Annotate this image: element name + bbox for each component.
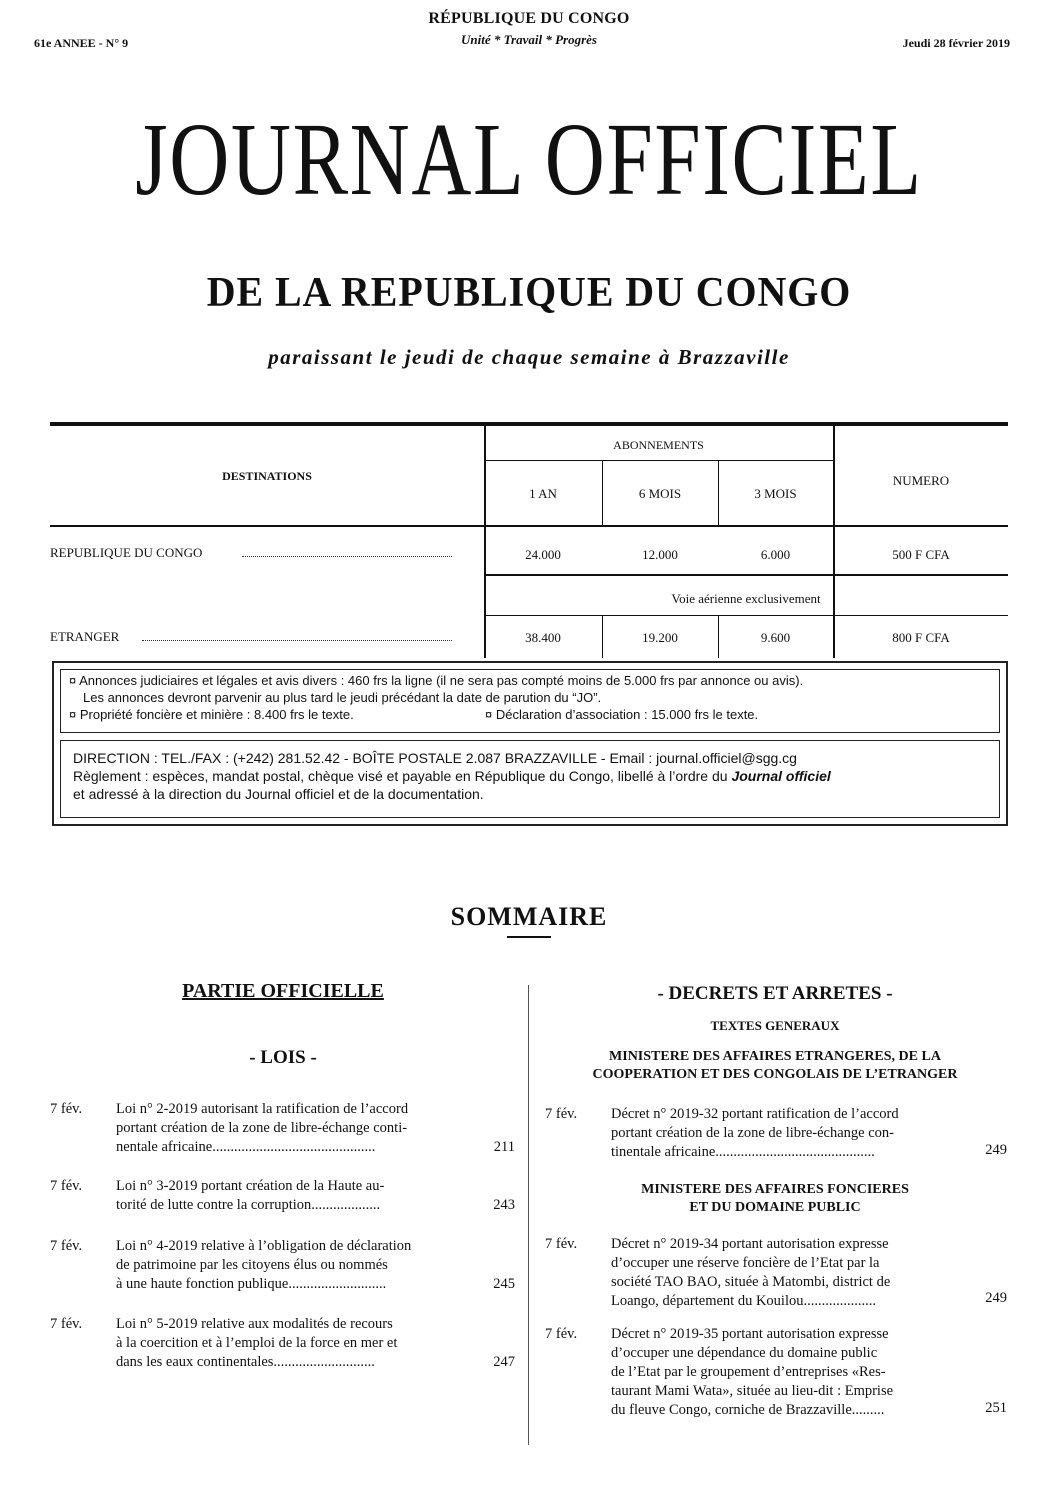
entry-page: 249 [985,1142,1007,1158]
price-etranger-6mois: 19.200 [642,630,678,645]
entry-date: 7 fév. [50,1178,83,1194]
entry-line: taurant Mami Wata», située au lieu-dit : Emprise [611,1383,894,1399]
entry-page: 211 [493,1139,515,1155]
entry-page: 245 [493,1276,515,1292]
subscription-table [50,422,1008,658]
entry-line: à la coercition et à l’emploi de la force en mer et [116,1335,398,1351]
entry-page: 247 [493,1354,515,1370]
entry-date: 7 fév. [545,1236,578,1252]
entry-line: torité de lutte contre la corruption................... [116,1197,381,1213]
entry-line: Décret n° 2019-34 portant autorisation expresse [611,1236,889,1252]
entry-line: Loi n° 3-2019 portant création de la Haute au- [116,1178,385,1194]
entry-line: Loi n° 4-2019 relative à l’obligation de déclaration [116,1238,412,1254]
ministry-line: COOPERATION ET DES CONGOLAIS DE L’ETRANGER [592,1067,958,1082]
entry-date: 7 fév. [50,1238,83,1254]
entry-line: Décret n° 2019-32 portant ratification de l’accord [611,1106,899,1122]
toc-entry[interactable] [50,1100,515,1160]
entry-line: du fleuve Congo, corniche de Brazzaville......... [611,1402,885,1418]
period-6mois: 6 MOIS [638,486,682,501]
association-rate: ¤ Déclaration d’association : 15.000 frs le texte. [485,707,759,722]
entry-line: d’occuper une réserve foncière de l’Etat par la [611,1255,880,1271]
ministry-line: MINISTERE DES AFFAIRES ETRANGERES, DE LA [609,1049,941,1064]
toc-entry[interactable] [50,1177,515,1217]
price-congo-1an: 24.000 [525,547,561,562]
journal-name-emphasis: Journal officiel [731,768,831,784]
republic-name: RÉPUBLIQUE DU CONGO [428,10,630,27]
entry-line: dans les eaux continentales............................ [116,1354,375,1370]
payment-terms: Règlement : espèces, mandat postal, chèque visé et payable en République du Congo, libellé à l’ordre du [73,768,732,784]
entry-page: 251 [985,1400,1007,1416]
numero-etranger: 800 F CFA [892,630,950,645]
period-3mois: 3 MOIS [754,486,797,501]
decrets-heading: - DECRETS ET ARRETES - [657,983,893,1004]
destinations-header: DESTINATIONS [222,469,312,483]
numero-header: NUMERO [892,473,950,488]
ministry-line: MINISTERE DES AFFAIRES FONCIERES [641,1182,909,1197]
entry-line: à une haute fonction publique........................... [116,1276,387,1292]
entry-date: 7 fév. [545,1106,578,1122]
period-1an: 1 AN [529,486,557,501]
toc-entry[interactable] [50,1315,515,1375]
price-etranger-3mois: 9.600 [760,630,791,645]
issue-date: Jeudi 28 février 2019 [902,36,1010,50]
entry-line: nentale africaine............................................. [116,1139,376,1155]
entry-line: Décret n° 2019-35 portant autorisation expresse [611,1326,889,1342]
lois-heading: - LOIS - [249,1047,317,1068]
toc-entry[interactable] [545,1105,1007,1165]
entry-date: 7 fév. [50,1316,83,1332]
price-congo-3mois: 6.000 [760,547,791,562]
partie-officielle-heading: PARTIE OFFICIELLE [182,980,384,1002]
entry-line: portant création de la zone de libre-échange conti- [116,1120,408,1136]
price-congo-6mois: 12.000 [642,547,678,562]
journal-subtitle: DE LA REPUBLIQUE DU CONGO [206,270,852,316]
entry-date: 7 fév. [50,1101,83,1117]
sommaire-underline [507,936,551,938]
national-motto: Unité * Travail * Progrès [460,32,597,47]
destination-etranger: ETRANGER [50,629,120,644]
entry-line: Loi n° 2-2019 autorisant la ratification de l’accord [116,1101,409,1117]
entry-line: d’occuper une dépendance du domaine public [611,1345,878,1361]
entry-line: société TAO BAO, située à Matombi, district de [611,1274,891,1290]
entry-page: 249 [985,1290,1007,1306]
direction-contact: DIRECTION : TEL./FAX : (+242) 281.52.42 - BOÎTE POSTALE 2.087 BRAZZAVILLE - Email : journal.officiel@sgg.cg [73,750,797,766]
toc-entry[interactable] [545,1235,1007,1315]
ministry-line: ET DU DOMAINE PUBLIC [689,1200,861,1215]
destination-congo: REPUBLIQUE DU CONGO [50,545,203,560]
entry-line: tinentale africaine............................................ [611,1144,875,1160]
price-etranger-1an: 38.400 [525,630,561,645]
entry-line: portant création de la zone de libre-échange con- [611,1125,895,1141]
sommaire-title: SOMMAIRE [450,902,608,931]
entry-page: 243 [493,1197,515,1213]
textes-generaux-heading: TEXTES GENERAUX [710,1018,840,1033]
direction-info [60,740,1000,818]
toc-entry[interactable] [545,1325,1007,1425]
journal-title: JOURNAL OFFICIEL [135,102,923,217]
abonnements-header: ABONNEMENTS [613,438,704,452]
issue-number: 61e ANNEE - N° 9 [34,36,129,50]
payment-terms-continued: et adressé à la direction du Journal officiel et de la documentation. [73,786,484,802]
publication-tagline: paraissant le jeudi de chaque semaine à Brazzaville [268,345,790,369]
entry-date: 7 fév. [545,1326,578,1342]
toc-entry[interactable] [50,1237,515,1297]
announcement-rate-line: ¤ Annonces judiciaires et légales et avis divers : 460 frs la ligne (il ne sera pas compté moins de 5.000 frs par annonce ou avis). [69,673,804,688]
ministry-land-affairs-heading [545,1181,1005,1217]
numero-congo: 500 F CFA [892,547,950,562]
entry-line: Loi n° 5-2019 relative aux modalités de recours [116,1316,393,1332]
announcement-rates [60,669,1000,733]
property-rate: ¤ Propriété foncière et minière : 8.400 frs le texte. [69,707,354,722]
entry-line: de patrimoine par les citoyens élus ou nommés [116,1257,388,1273]
announcement-deadline: Les annonces devront parvenir au plus tard le jeudi précédant la date de parution du “JO”. [83,690,602,705]
entry-line: de l’Etat par le groupement d’entreprises «Res- [611,1364,886,1380]
entry-line: Loango, département du Kouilou.................... [611,1293,876,1309]
column-divider [528,985,529,1445]
ministry-foreign-affairs-heading [545,1048,1005,1084]
air-note: Voie aérienne exclusivement [671,591,821,606]
